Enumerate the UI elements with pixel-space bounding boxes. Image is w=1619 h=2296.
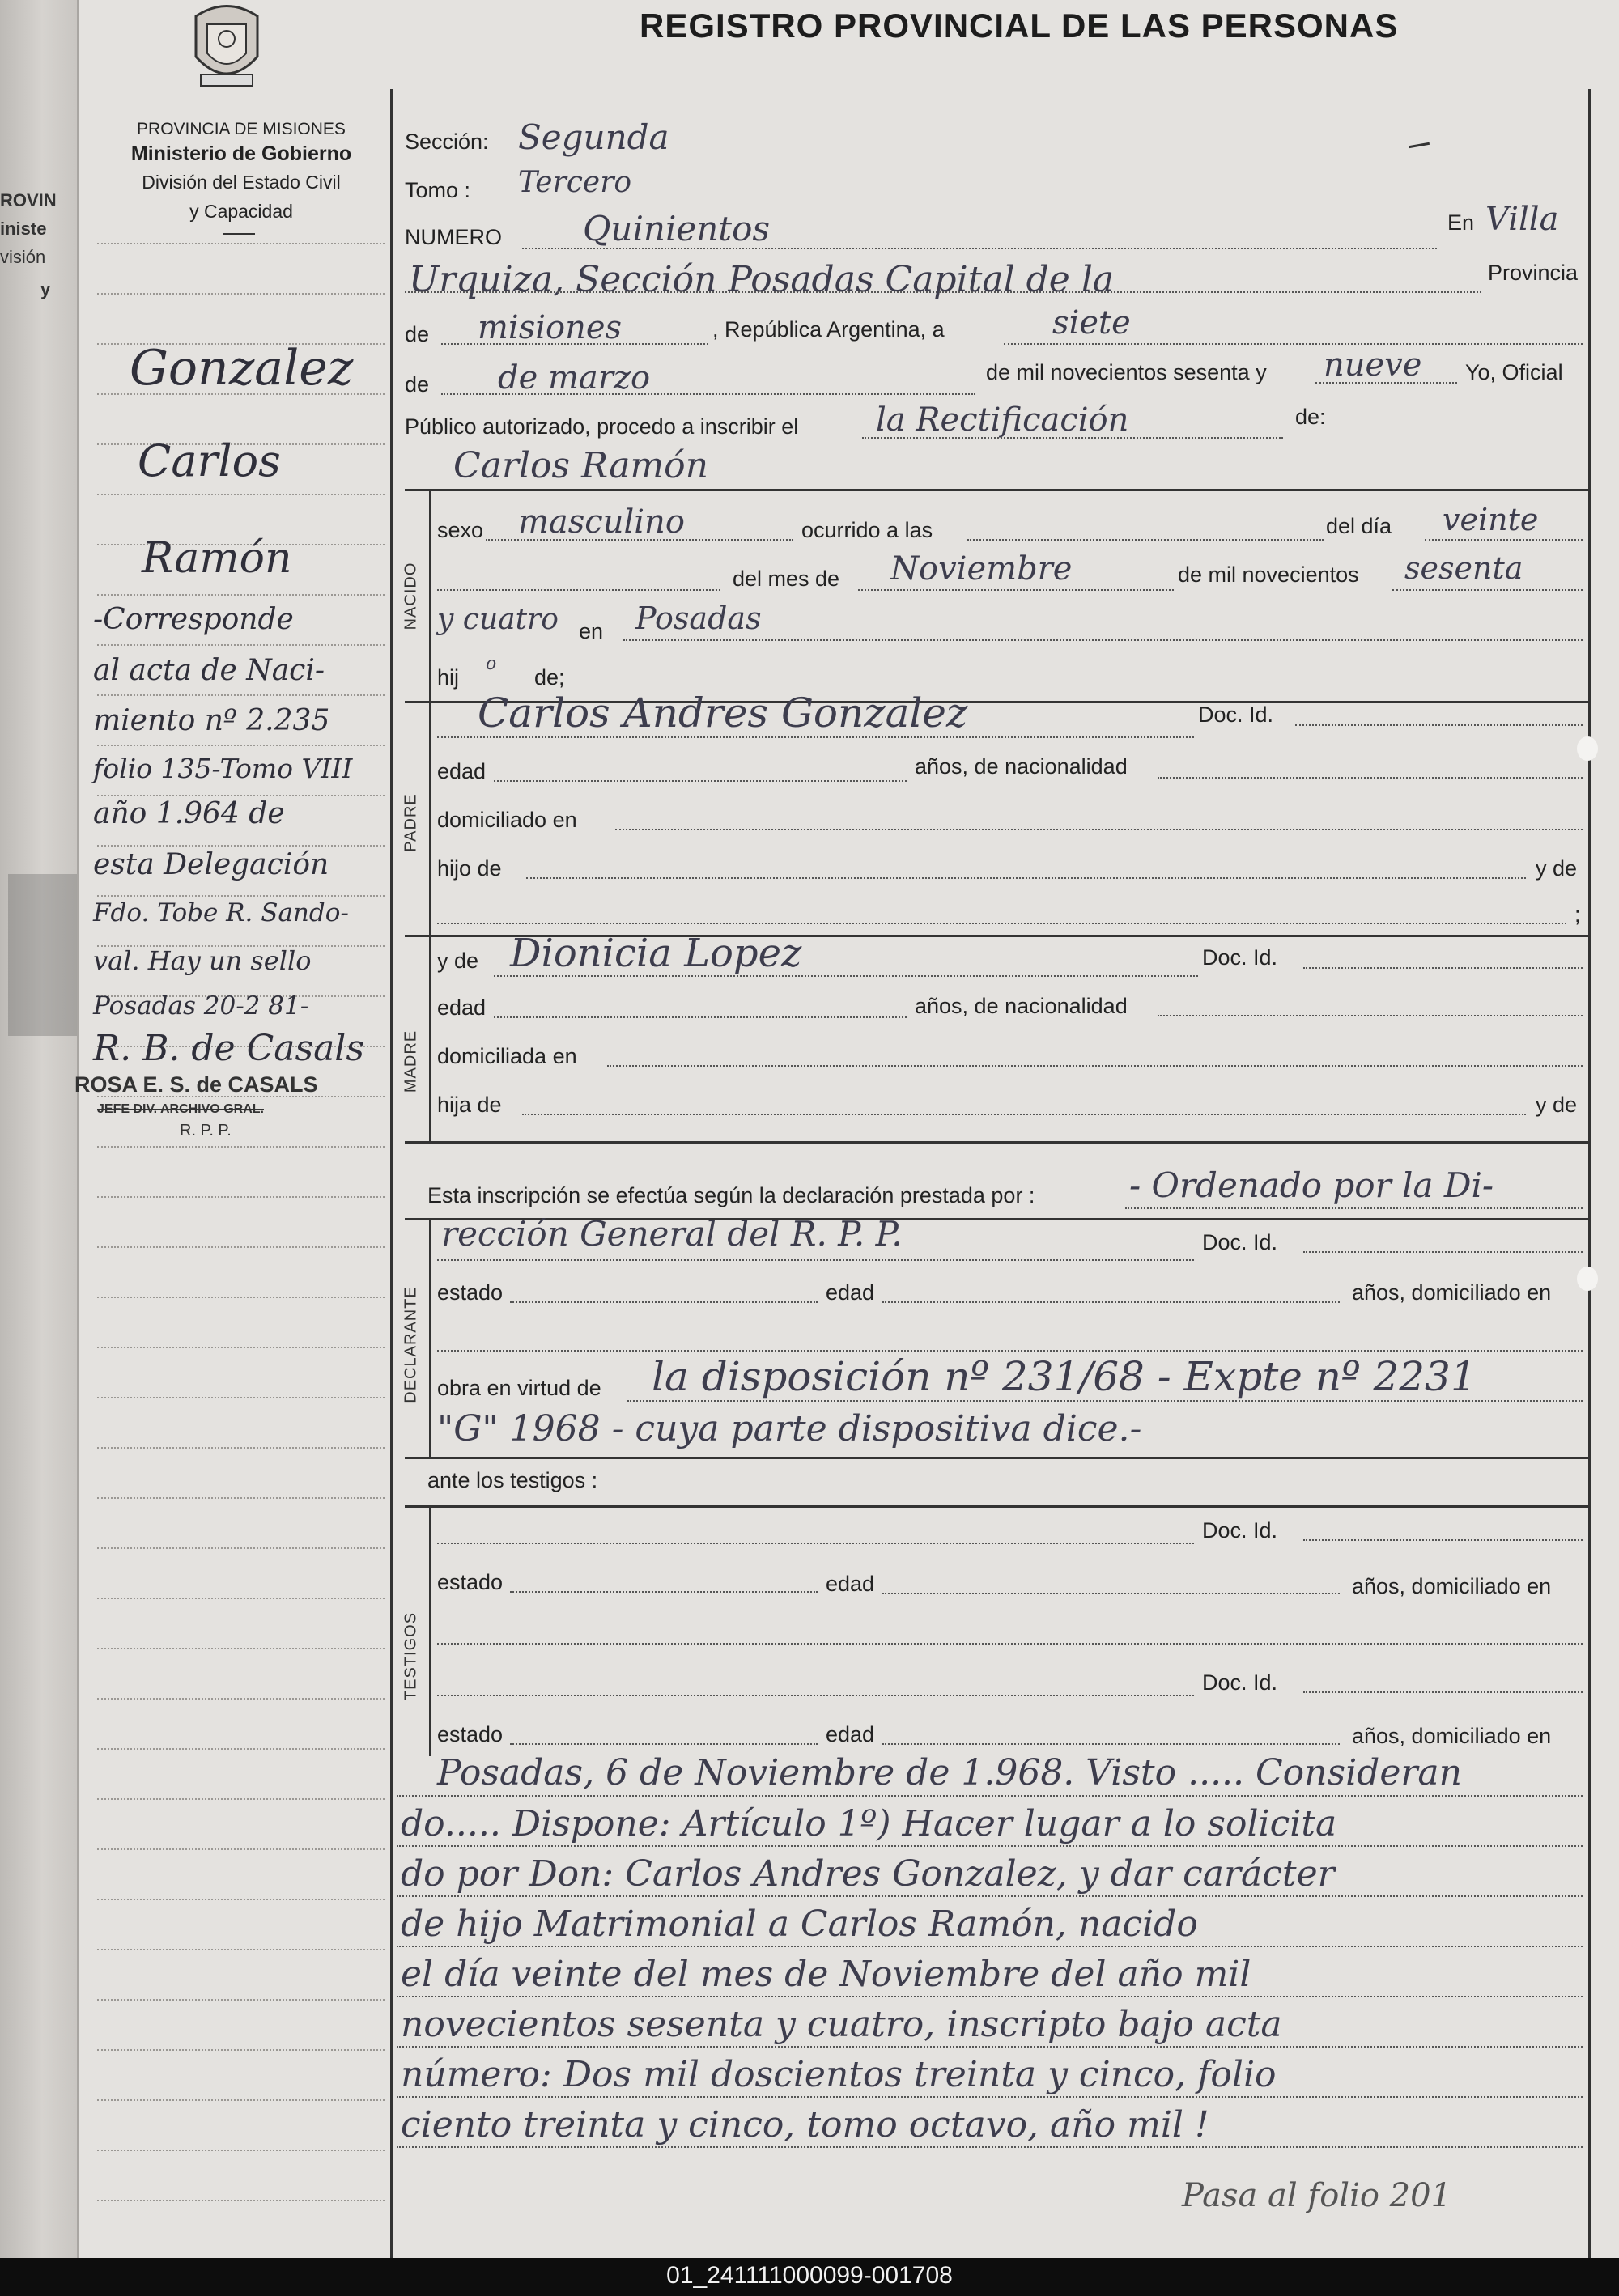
binding-hole [1577,1267,1598,1291]
value-padre: Carlos Andres Gonzalez [478,690,968,736]
label-hijo-de: hijo de [437,856,502,881]
section-label-declarante: DECLARANTE [402,1286,420,1403]
body-rule [397,1996,1583,1997]
section-rule [405,1141,1588,1144]
value-declarante-1: - Ordenado por la Di- [1129,1165,1494,1205]
field-line [510,1591,818,1593]
section-divider [429,1505,431,1756]
label-de-semi: de; [534,665,565,690]
field-line [1303,1539,1583,1541]
stub-note-line: esta Delegación [93,848,329,881]
body-line: do..... Dispone: Artículo 1º) Hacer lugar a lo solicita [401,1803,1337,1844]
stub-rule [97,1146,385,1148]
stub-given-name-2: Ramón [142,534,292,583]
label-numero: NUMERO [405,225,502,249]
value-madre: Dionicia Lopez [510,931,802,976]
stub-rule [97,1648,385,1649]
label-estado: estado [437,1722,504,1746]
value-obra-2: "G" 1968 - cuya parte dispositiva dice.- [437,1408,1142,1449]
section-label-nacido: NACIDO [402,562,420,630]
field-line [494,975,1198,977]
stub-note-line: año 1.964 de [93,797,285,830]
label-edad: edad [437,759,487,783]
value-en: Villa [1485,201,1559,238]
spine-fragment: ROVIN [0,190,57,210]
field-line [1295,724,1583,726]
label-edad-2: edad [826,1280,875,1305]
stub-rule [97,1999,385,2001]
stub-rule [97,1598,385,1599]
value-dia-nac: veinte [1443,502,1539,537]
stub-rule [97,2049,385,2051]
header-ministry: Ministerio de Gobierno [130,142,352,165]
label-republica: , República Argentina, a [712,317,945,342]
stub-stamp-org: R. P. P. [180,1122,232,1140]
stub-rule [97,1698,385,1700]
field-line [627,1400,1583,1402]
stub-rule [97,1748,385,1750]
body-rule [397,2096,1583,2098]
stub-rule [97,243,385,244]
label-estado: estado [437,1570,504,1594]
field-line [1425,539,1583,541]
label-doc-id: Doc. Id. [1202,1518,1278,1543]
label-anos-domiciliado: años, domiciliado en [1352,1724,1552,1748]
value-mes: de marzo [498,359,651,397]
value-dia: siete [1052,304,1131,342]
field-line [623,639,1583,641]
stub-rule [97,494,385,495]
stub-note-line: -Corresponde [93,603,294,636]
stub-rule [97,1347,385,1348]
stub-rule [97,1447,385,1449]
field-line [494,780,907,782]
label-seccion: Sección: [405,129,489,154]
section-divider [429,1218,431,1457]
label-y-de: y de [1536,856,1578,881]
field-line [882,1301,1340,1303]
stub-rule [97,2200,385,2201]
section-label-madre: MADRE [402,1029,420,1093]
value-obra-1: la disposición nº 231/68 - Expte nº 2231 [652,1353,1477,1400]
right-margin-rule [1588,89,1591,2258]
label-publico: Público autorizado, procedo a inscribir el [405,414,799,439]
body-rule [397,1895,1583,1897]
value-sexo: masculino [518,503,685,541]
field-line [510,1301,818,1303]
value-hij-suffix: o [486,654,497,674]
stub-given-name: Carlos [138,435,281,486]
header-division: División del Estado Civil [142,172,341,193]
value-inscribir: la Rectificación [876,401,1129,439]
footer-note: Pasa al folio 201 [1182,2177,1452,2214]
stub-note-line: miento nº 2.235 [93,704,330,737]
registry-title: REGISTRO PROVINCIAL DE LAS PERSONAS [640,6,1399,45]
label-anos-domiciliado: años, domiciliado en [1352,1280,1552,1305]
section-divider [429,701,431,936]
stub-stamp-name: ROSA E. S. de CASALS [74,1072,318,1097]
label-hij: hij [437,665,460,690]
label-anos-nacionalidad: años, de nacionalidad [915,994,1128,1018]
body-line: ciento treinta y cinco, tomo octavo, año mil ! [401,2104,1209,2145]
label-en-2: en [579,619,604,643]
body-rule [397,2046,1583,2048]
label-estado: estado [437,1280,504,1305]
provincial-crest-icon [188,0,266,91]
label-obra: obra en virtud de [437,1376,601,1400]
label-hija-de: hija de [437,1093,502,1117]
label-doc-id: Doc. Id. [1202,945,1278,970]
field-line [437,736,1194,738]
stub-rule [97,745,385,746]
body-line: el día veinte del mes de Noviembre del año mil [401,1954,1251,1995]
field-line [1158,777,1583,779]
image-caption: 01_241111000099-001708 [666,2262,953,2289]
stub-rule [97,1848,385,1850]
label-doc-id: Doc. Id. [1198,702,1274,727]
field-line [1004,343,1583,345]
label-semicolon: ; [1574,902,1581,927]
label-del-mes: del mes de [733,567,840,591]
field-line [1303,1251,1583,1253]
label-doc-id: Doc. Id. [1202,1670,1278,1695]
field-line [486,539,793,541]
field-line [522,248,1437,249]
stub-rule [97,1246,385,1248]
stub-note-line: folio 135-Tomo VIII [93,753,353,784]
section-label-testigos: TESTIGOS [402,1611,420,1701]
spine-fragment: visión [0,247,46,267]
label-edad-2: edad [826,1572,875,1596]
stub-rule [97,293,385,295]
value-anio-nac: sesenta [1404,550,1523,586]
value-anio-nac-2: y cuatro [437,603,559,636]
stub-rule [97,2150,385,2151]
header-province: PROVINCIA DE MISIONES [137,120,346,138]
field-line [882,1593,1340,1594]
field-line [607,1065,1583,1067]
body-rule [397,1845,1583,1847]
field-line [437,1695,1194,1696]
stub-rule [97,1497,385,1499]
label-edad-2: edad [826,1722,875,1746]
field-line [437,1643,1583,1645]
field-line [494,1016,907,1018]
field-line [437,1259,1194,1261]
stub-surname: Gonzalez [130,340,354,397]
stub-separator [390,89,393,2258]
stub-rule [97,795,385,796]
value-tomo: Tercero [518,166,632,199]
value-declarante-2: rección General del R. P. P. [441,1214,903,1254]
label-ante-testigos: ante los testigos : [427,1468,598,1492]
field-line [615,829,1583,830]
value-provincia: misiones [478,309,623,346]
label-declaracion: Esta inscripción se efectúa según la declaración prestada por : [427,1183,1035,1207]
stub-rule [97,1899,385,1900]
stub-rule [97,895,385,897]
field-line [858,589,1174,591]
value-mes-nac: Noviembre [890,550,1073,588]
field-line [522,1114,1526,1115]
body-rule [397,2146,1583,2148]
label-yo-oficial: Yo, Oficial [1465,360,1563,384]
label-sexo: sexo [437,518,484,542]
field-line [882,1743,1340,1745]
field-line [437,589,720,591]
field-line [437,923,1566,924]
field-line [1315,382,1457,384]
book-spine [0,0,79,2258]
field-line [862,437,1283,439]
dash-mark [1409,142,1430,148]
stub-rule [97,2099,385,2101]
value-nombre: Carlos Ramón [453,445,708,486]
field-line [1125,1207,1583,1209]
field-line [1392,589,1583,591]
field-line [441,393,975,395]
section-rule [405,1505,1588,1508]
section-label-padre: PADRE [402,793,420,852]
field-line [526,877,1526,879]
field-line [1158,1015,1583,1016]
field-line [510,1743,818,1745]
stub-rule [97,694,385,696]
stub-rule [97,1196,385,1198]
label-domiciliada: domiciliada en [437,1044,577,1068]
stub-rule [97,1547,385,1549]
stub-note-line: val. Hay un sello [93,945,312,976]
label-anos-nacionalidad: años, de nacionalidad [915,754,1128,779]
stub-rule [97,594,385,596]
field-line [1303,1691,1583,1693]
value-lugar: Urquiza, Sección Posadas Capital de la [409,259,1115,300]
section-rule [405,489,1588,491]
field-line [437,1350,1583,1352]
value-numero: Quinientos [583,209,771,248]
body-line: do por Don: Carlos Andres Gonzalez, y dar carácter [401,1853,1335,1895]
section-divider [429,489,431,702]
section-divider [429,935,431,1141]
body-line: número: Dos mil doscientos treinta y cinco, folio [401,2054,1277,2095]
value-anio: nueve [1324,346,1422,384]
label-provincia: Provincia [1488,261,1579,285]
value-seccion: Segunda [518,117,669,157]
stub-rule [97,1397,385,1398]
label-domiciliado: domiciliado en [437,808,577,832]
label-tomo: Tomo : [405,178,471,202]
label-en: En [1447,210,1475,235]
label-y-de: y de [1536,1093,1578,1117]
stub-stamp-role: JEFE DIV. ARCHIVO GRAL. [97,1102,264,1116]
stub-rule [97,644,385,646]
field-line [437,1543,1194,1544]
header-rule [223,233,255,235]
stub-note-line: al acta de Naci- [93,654,325,687]
spine-fragment: y [40,279,51,299]
label-y-de-2: y de [437,949,479,973]
stub-rule [97,1798,385,1800]
body-rule [397,1946,1583,1947]
label-del-dia: del día [1326,514,1392,538]
body-line: novecientos sesenta y cuatro, inscripto bajo acta [401,2004,1282,2045]
section-rule [405,1457,1588,1459]
body-line: Posadas, 6 de Noviembre de 1.968. Visto ..... Consideran [437,1752,1462,1793]
label-de: de [405,322,430,346]
stub-rule [97,1949,385,1950]
label-ocurrido: ocurrido a las [801,518,933,542]
spine-fragment: iniste [0,219,47,239]
label-edad: edad [437,995,487,1020]
field-line [967,539,1324,541]
body-rule [397,1795,1583,1797]
label-de-2: de [405,372,430,397]
field-line [441,343,708,345]
field-line [1303,967,1583,969]
stub-rule [97,1297,385,1298]
page-shadow [8,874,77,1036]
stub-rule [97,845,385,847]
label-doc-id: Doc. Id. [1202,1230,1278,1254]
binding-hole [1577,736,1598,761]
header-capacity: y Capacidad [189,201,293,222]
label-mil-novecientos-2: de mil novecientos [1178,562,1359,587]
label-mil-novecientos: de mil novecientos sesenta y [986,360,1267,384]
stub-note-line: Posadas 20-2 81- [93,991,309,1021]
body-line: de hijo Matrimonial a Carlos Ramón, nacido [401,1903,1198,1945]
value-lugar-nac: Posadas [635,601,762,636]
field-line [405,291,1481,293]
label-anos-domiciliado: años, domiciliado en [1352,1574,1552,1598]
label-de-colon: de: [1295,405,1326,429]
stub-note-line: Fdo. Tobe R. Sando- [93,898,349,927]
stub-signature: R. B. de Casals [93,1028,364,1069]
